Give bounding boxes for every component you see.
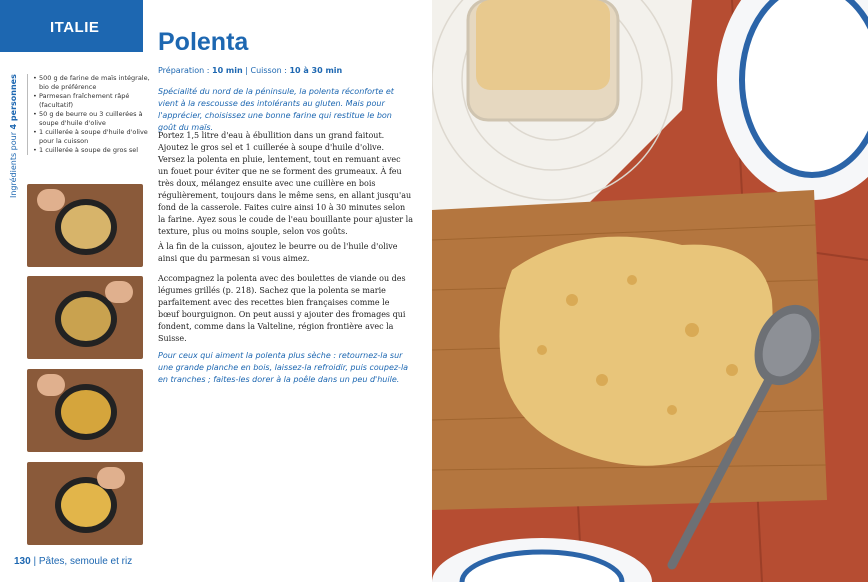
ingredient-item: • 1 cuillerée à soupe de gros sel (33, 146, 151, 155)
recipe-title: Polenta (158, 28, 249, 56)
polenta-photo (432, 0, 868, 582)
ingredient-item: • 500 g de farine de maïs intégrale, bio de préférence (33, 74, 151, 92)
serving-tip: Pour ceux qui aiment la polenta plus sèche : retournez-la sur une grande planche en bois, laissez-la refroidir, puis coupez-la en tranches ; faites-les dorer à la poêle dans un peu d'huile. (158, 351, 409, 384)
recipe-intro: Spécialité du nord de la péninsule, la polenta réconforte et vient à la rescousse des intolérants au gluten. Mais pour l'apprécier, choisissez une bonne farine qui restitue le bon goût du maïs. (158, 87, 394, 132)
ingredient-item: • Parmesan fraîchement râpé (facultatif) (33, 92, 151, 110)
step-photo-1 (27, 184, 143, 267)
polenta-photo-illustration (432, 0, 868, 582)
method-paragraph-3: Accompagnez la polenta avec des boulettes de viande ou des légumes grillés (p. 218). Sachez que la polenta se marie parfaitement avec des recettes bien françaises comme le bœuf bourguignon. On peut aussi y ajouter des fromages qui fondent, comme dans la Valteline, région frontière avec la Suisse. (158, 274, 406, 343)
method-paragraph-2: À la fin de la cuisson, ajoutez le beurre ou de l'huile d'olive ainsi que du parmesan si vous aimez. (158, 242, 398, 263)
recipe-page (0, 0, 432, 582)
step-photo-4 (27, 462, 143, 545)
ingredient-item: • 1 cuillerée à soupe d'huile d'olive pour la cuisson (33, 128, 151, 146)
timing-line: Préparation : 10 min | Cuisson : 10 à 30 min (158, 66, 343, 75)
page-footer: 130 | Pâtes, semoule et riz (14, 556, 133, 567)
section-tag: ITALIE (0, 0, 143, 52)
ingredients-side-label: Ingrédients pour 4 personnes (9, 74, 18, 198)
step-photo-3 (27, 369, 143, 452)
ingredients-list (27, 74, 151, 155)
ingredient-item: • 50 g de beurre ou 3 cuillerées à soupe d'huile d'olive (33, 110, 151, 128)
step-photo-2 (27, 276, 143, 359)
method-paragraph-1: Portez 1,5 litre d'eau à ébullition dans un grand faitout. Ajoutez le gros sel et 1 cuillerée à soupe d'huile d'olive. Versez la polenta en pluie, lentement, tout en remuant avec un fouet pour éviter que ne se forment des grumeaux. À feu très doux, mélangez ensuite avec une cuillère en bois régulièrement, toujours dans le même sens, en allant jusqu'au fond de la casserole. Faites cuire ainsi 10 à 30 minutes selon la farine. Ayez sous le coude de l'eau bouillante pour ajuster la texture, plus ou moins souple, selon vos goûts. (158, 131, 413, 236)
